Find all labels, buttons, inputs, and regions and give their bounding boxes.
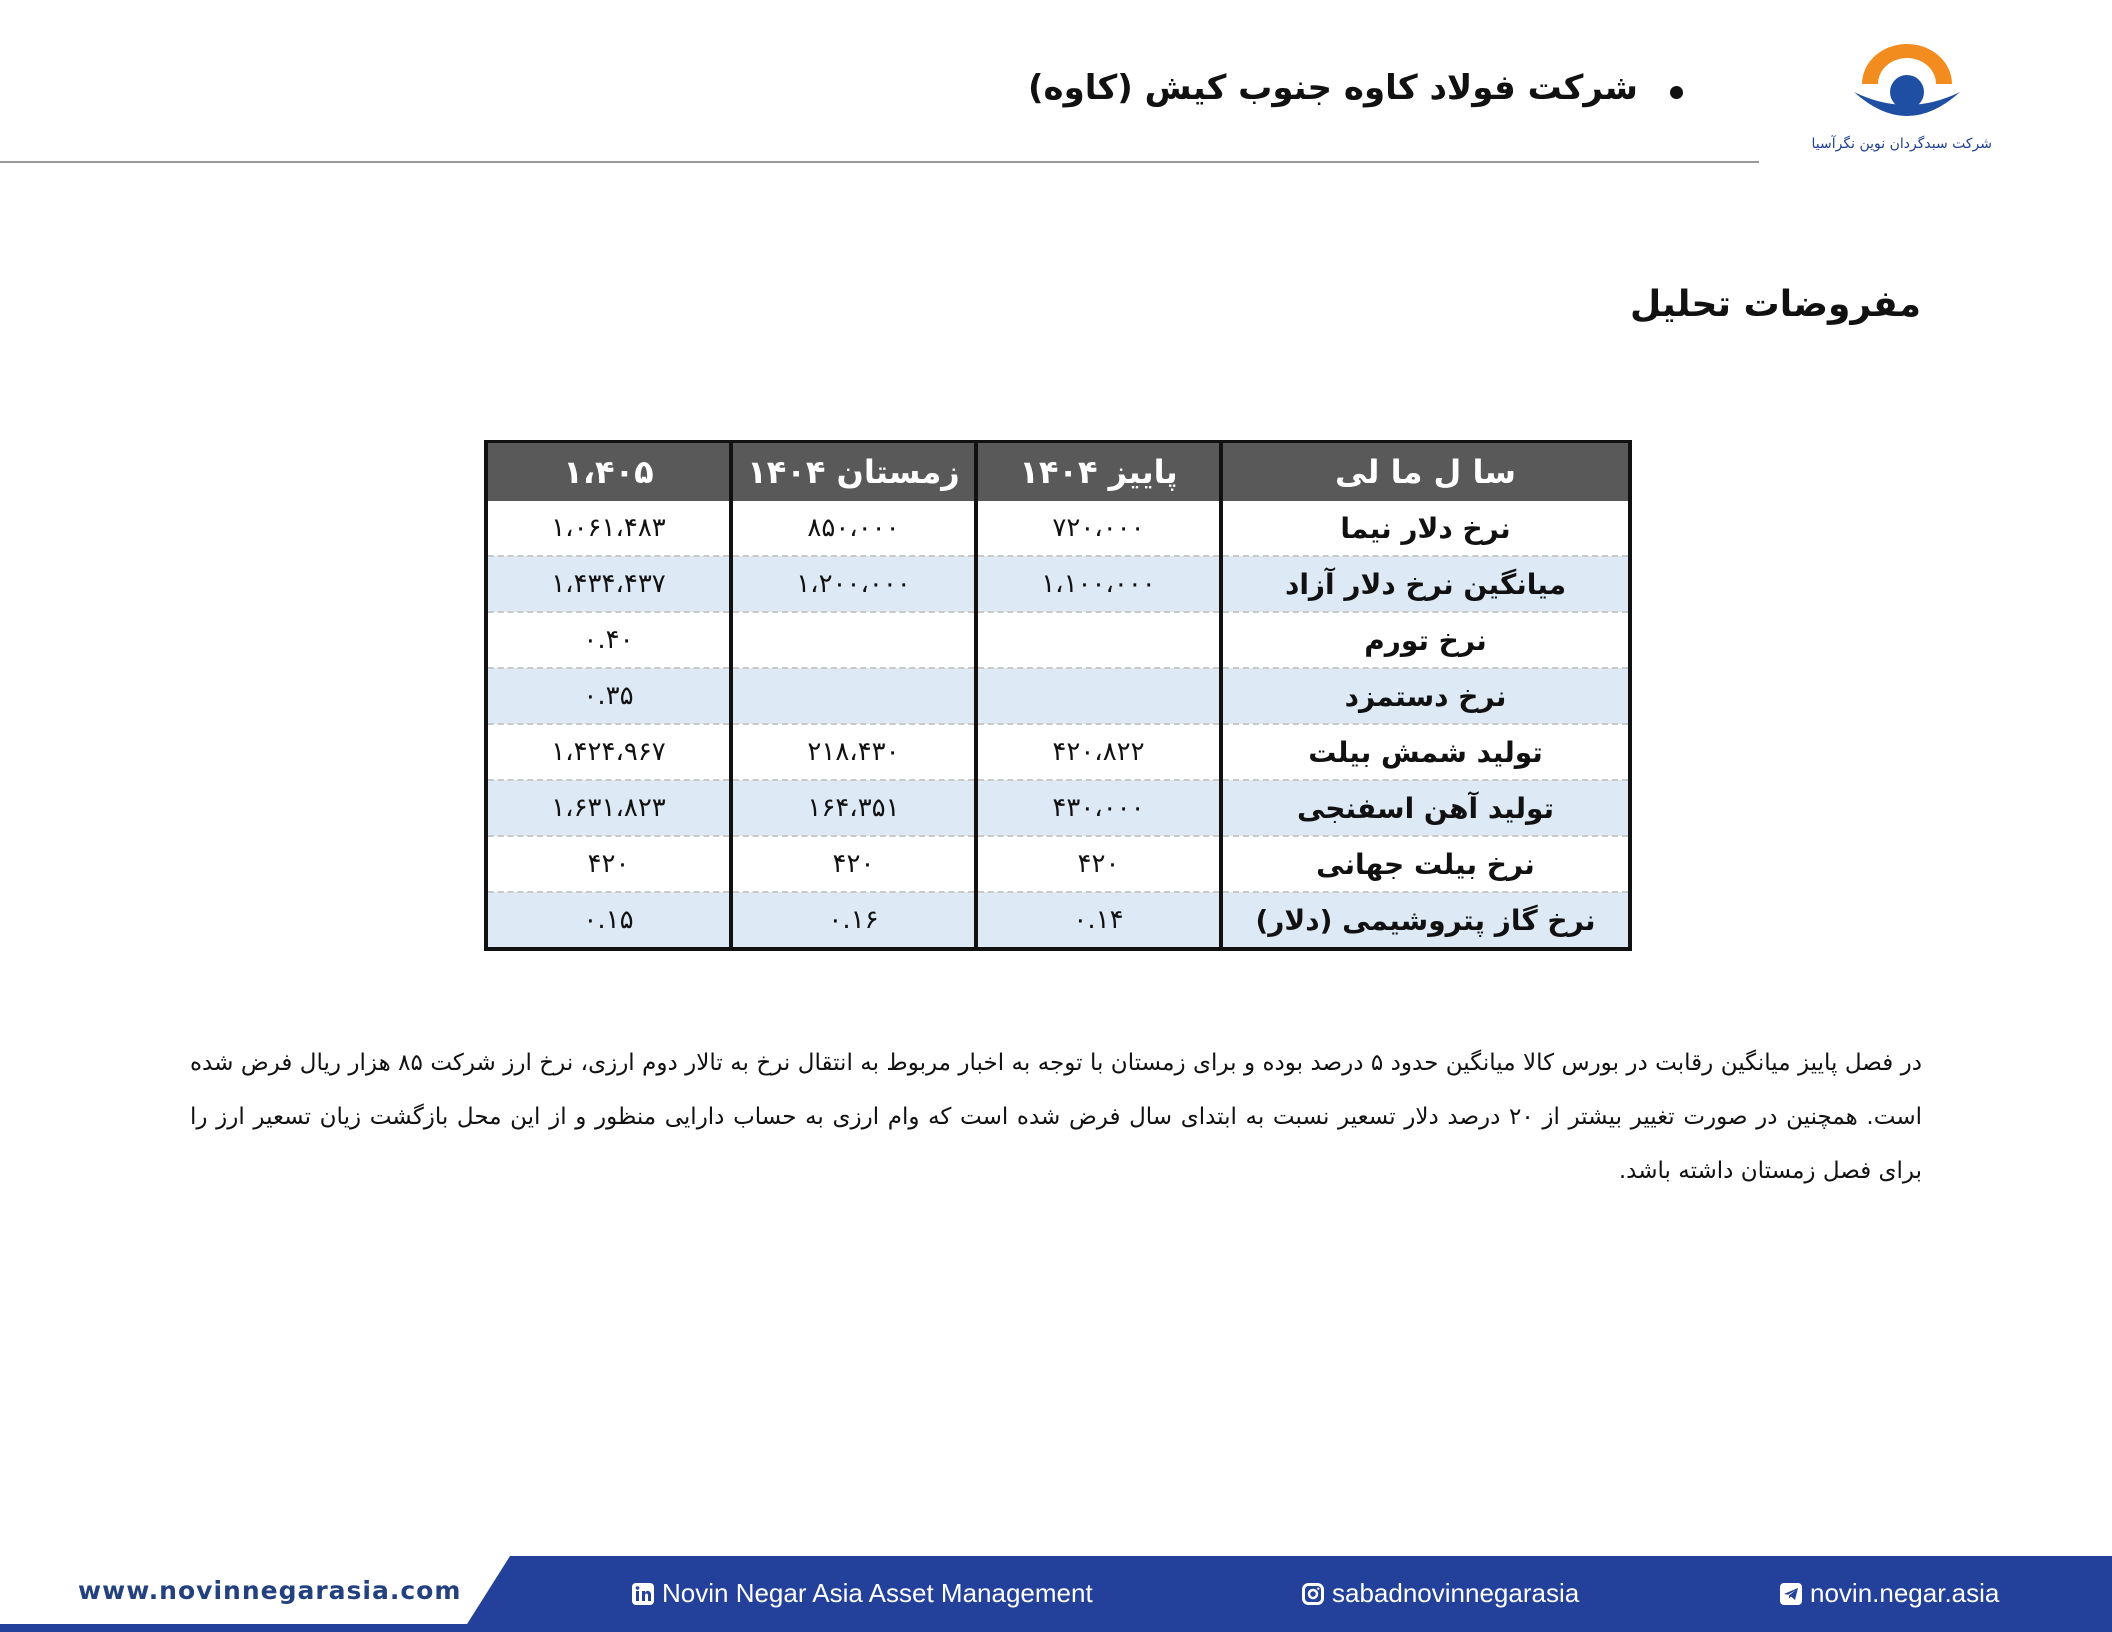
analysis-paragraph: در فصل پاییز میانگین رقابت در بورس کالا میانگین حدود ۵ درصد بوده و برای زمستان با توجه به اخبار مربوط به انتقال نرخ به تالار دوم ارزی، نرخ ارز شرکت ۸۵ هزار ریال فرض شده است. همچنین در صورت تغییر بیشتر از ۲۰ درصد دلار تسعیر نسبت به ابتدای سال فرض شده است که وام ارزی به حساب دارایی منظور و از این محل بازگشت زیان تسعیر ارز را برای فصل زمستان داشته باشد. xyxy=(190,1050,1922,1184)
instagram-icon xyxy=(1302,1583,1324,1605)
cell-winter xyxy=(731,612,976,668)
footer-telegram-link[interactable] xyxy=(1780,1578,1999,1609)
row-label: نرخ گاز پتروشیمی (دلار) xyxy=(1221,892,1630,949)
cell-autumn xyxy=(976,668,1221,724)
header-autumn-1404: پاییز ۱۴۰۴ xyxy=(976,442,1221,502)
cell-autumn: ۷۲۰،۰۰۰ xyxy=(976,501,1221,556)
page-title: شرکت فولاد کاوه جنوب کیش (کاوه) xyxy=(1027,68,1638,108)
cell-autumn: ۴۳۰،۰۰۰ xyxy=(976,780,1221,836)
cell-1405: ۱،۴۲۴،۹۶۷ xyxy=(486,724,731,780)
cell-winter: ۱۶۴،۳۵۱ xyxy=(731,780,976,836)
table-row xyxy=(486,780,1630,836)
footer xyxy=(0,1556,2112,1632)
footer-website-link[interactable]: www.novinnegarasia.com xyxy=(78,1576,462,1605)
header-bullet xyxy=(1670,86,1683,99)
row-label: نرخ بیلت جهانی xyxy=(1221,836,1630,892)
footer-telegram-label: novin.negar.asia xyxy=(1810,1578,2000,1608)
eye-logo-icon xyxy=(1848,40,1966,132)
company-logo xyxy=(1811,40,1992,152)
table-row xyxy=(486,836,1630,892)
cell-winter: ۱،۲۰۰،۰۰۰ xyxy=(731,556,976,612)
logo-caption: شرکت سبدگردان نوین نگرآسیا xyxy=(1811,136,1992,152)
cell-1405: ۱،۰۶۱،۴۸۳ xyxy=(486,501,731,556)
footer-instagram-label: sabadnovinnegarasia xyxy=(1332,1578,1580,1608)
cell-winter xyxy=(731,668,976,724)
cell-autumn: ۴۲۰،۸۲۲ xyxy=(976,724,1221,780)
table-header-row xyxy=(486,442,1630,502)
cell-winter: ۸۵۰،۰۰۰ xyxy=(731,501,976,556)
cell-autumn xyxy=(976,612,1221,668)
cell-1405: ۴۲۰ xyxy=(486,836,731,892)
header-winter-1404: زمستان ۱۴۰۴ xyxy=(731,442,976,502)
table-row xyxy=(486,612,1630,668)
linkedin-icon xyxy=(632,1583,654,1605)
header-divider xyxy=(0,161,1759,163)
telegram-icon xyxy=(1780,1583,1802,1605)
cell-autumn: ۱،۱۰۰،۰۰۰ xyxy=(976,556,1221,612)
row-label: تولید آهن اسفنجی xyxy=(1221,780,1630,836)
cell-1405: ۰.۱۵ xyxy=(486,892,731,949)
assumptions-table xyxy=(484,440,1632,951)
cell-autumn: ۰.۱۴ xyxy=(976,892,1221,949)
row-label: نرخ دلار نیما xyxy=(1221,501,1630,556)
cell-1405: ۰.۴۰ xyxy=(486,612,731,668)
row-label: نرخ تورم xyxy=(1221,612,1630,668)
table-row xyxy=(486,892,1630,949)
cell-autumn: ۴۲۰ xyxy=(976,836,1221,892)
footer-linkedin-label: Novin Negar Asia Asset Management xyxy=(662,1578,1093,1608)
section-title: مفروضات تحلیل xyxy=(1630,284,1921,325)
table-row xyxy=(486,556,1630,612)
header-fiscal-year: سا ل ما لی xyxy=(1221,442,1630,502)
table-row xyxy=(486,724,1630,780)
table-row xyxy=(486,668,1630,724)
cell-1405: ۱،۴۳۴،۴۳۷ xyxy=(486,556,731,612)
row-label: میانگین نرخ دلار آزاد xyxy=(1221,556,1630,612)
footer-linkedin-link[interactable] xyxy=(632,1578,1093,1609)
row-label: تولید شمش بیلت xyxy=(1221,724,1630,780)
cell-winter: ۲۱۸،۴۳۰ xyxy=(731,724,976,780)
cell-winter: ۰.۱۶ xyxy=(731,892,976,949)
cell-1405: ۱،۶۳۱،۸۲۳ xyxy=(486,780,731,836)
cell-winter: ۴۲۰ xyxy=(731,836,976,892)
header-1405: ۱،۴۰۵ xyxy=(486,442,731,502)
cell-1405: ۰.۳۵ xyxy=(486,668,731,724)
row-label: نرخ دستمزد xyxy=(1221,668,1630,724)
table-row xyxy=(486,501,1630,556)
footer-instagram-link[interactable] xyxy=(1302,1578,1579,1609)
